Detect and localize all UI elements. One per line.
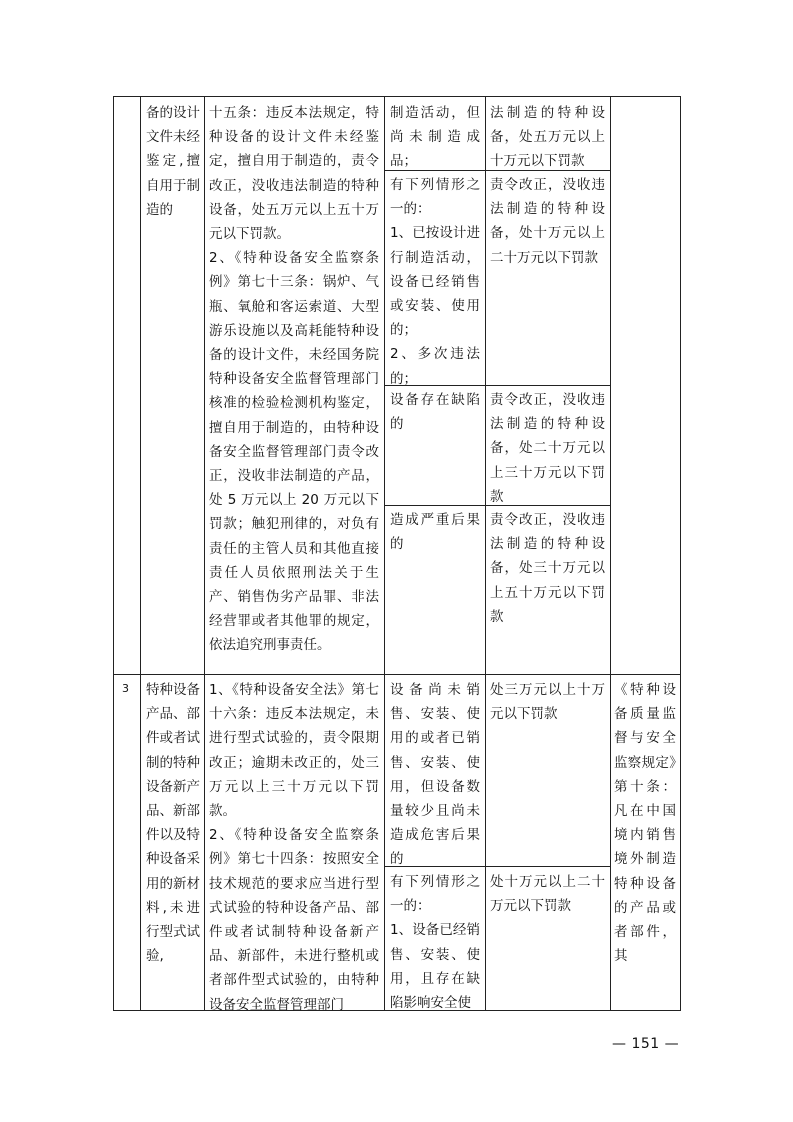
- circumstance-situation: 造成严重后果的: [390, 512, 480, 553]
- column-divider: [384, 96, 385, 1011]
- circumstance-penalty: 处十万元以上二十万元以下罚款: [490, 874, 605, 915]
- item-description: 特种设备产品、部件或者试制的特种设备新产品、新部件以及特种设备采用的新材料,未进行型式试验,: [146, 682, 200, 965]
- row-number: 3: [122, 682, 129, 695]
- note-regulation: 《特种设备质量监督与安全监察规定》第十条：凡在中国境内销售境外制造特种设备的产品或者部件，其: [614, 682, 676, 965]
- item-description: 备的设计文件未经鉴定,擅自用于制造的: [146, 105, 200, 218]
- column-divider: [140, 96, 141, 1011]
- circumstance-penalty: 处三万元以上十万元以下罚款: [490, 682, 605, 723]
- circumstance-situation: 有下列情形之一的： 1、已按设计进行制造活动，设备已经销售或安装、使用的； 2、多次违法的；: [390, 177, 480, 387]
- circumstance-situation: 制造活动，但尚未制造成品；: [390, 105, 480, 170]
- legal-basis: 十五条：违反本法规定，特种设备的设计文件未经鉴定，擅自用于制造的，责令改正，没收违法制造的特种设备，处五万元以上五十万元以下罚款。 2、《特种设备安全监察条例》第七十三条：锅炉、气瓶、氧舱和客运索道、大型游乐设施以及高耗能特种设备的设计文件，未经国务院特种设备安全监督管理部门核准的检验检测机构鉴定，擅自用于制造的，由特种设备安全监督管理部门责令改正，没收非法制造的产品，处 5 万元以上 20 万元以下罚款；触犯刑律的，对负有责任的主管人员和其他直接责任人员依照刑法关于生产、销售伪劣产品罪、非法经营罪或者其他罪的规定，依法追究刑事责任。: [209, 105, 379, 654]
- circumstance-penalty: 责令改正，没收违法制造的特种设备，处二十万元以上三十万元以下罚款: [490, 392, 605, 505]
- circumstance-penalty: 责令改正，没收违法制造的特种设备，处十万元以上二十万元以下罚款: [490, 177, 605, 266]
- column-divider: [610, 96, 611, 1011]
- legal-basis: 1、《特种设备安全法》第七十六条：违反本法规定，未进行型式试验的，责令限期改正；逾期未改正的，处三万元以上三十万元以下罚款。 2、《特种设备安全监察条例》第七十四条：按照安全技术规范的要求应当进行型式试验的特种设备产品、部件或者试制特种设备新产品、新部件，未进行整机或者部件型式试验的，由特种设备安全监督管理部门: [209, 682, 379, 1013]
- row-divider: [113, 674, 681, 675]
- circumstance-penalty: 法制造的特种设备，处五万元以上十万元以下罚款: [490, 105, 605, 170]
- column-divider: [485, 96, 486, 1011]
- column-divider: [113, 96, 114, 1011]
- table-border-right: [680, 96, 681, 1011]
- circumstance-situation: 设备尚未销售、安装、使用的或者已销售、安装、使用，但设备数量较少且尚未造成危害后果的: [390, 682, 480, 868]
- circumstance-situation: 有下列情形之一的： 1、设备已经销售、安装、使用，且存在缺陷影响安全使: [390, 874, 480, 1012]
- circumstance-penalty: 责令改正，没收违法制造的特种设备，处三十万元以上五十万元以下罚款: [490, 512, 605, 625]
- circumstance-situation: 设备存在缺陷的: [390, 392, 480, 433]
- column-divider: [204, 96, 205, 1011]
- penalty-table: [113, 96, 681, 1011]
- page-number: — 151 —: [612, 1036, 680, 1052]
- table-border-top: [113, 96, 681, 97]
